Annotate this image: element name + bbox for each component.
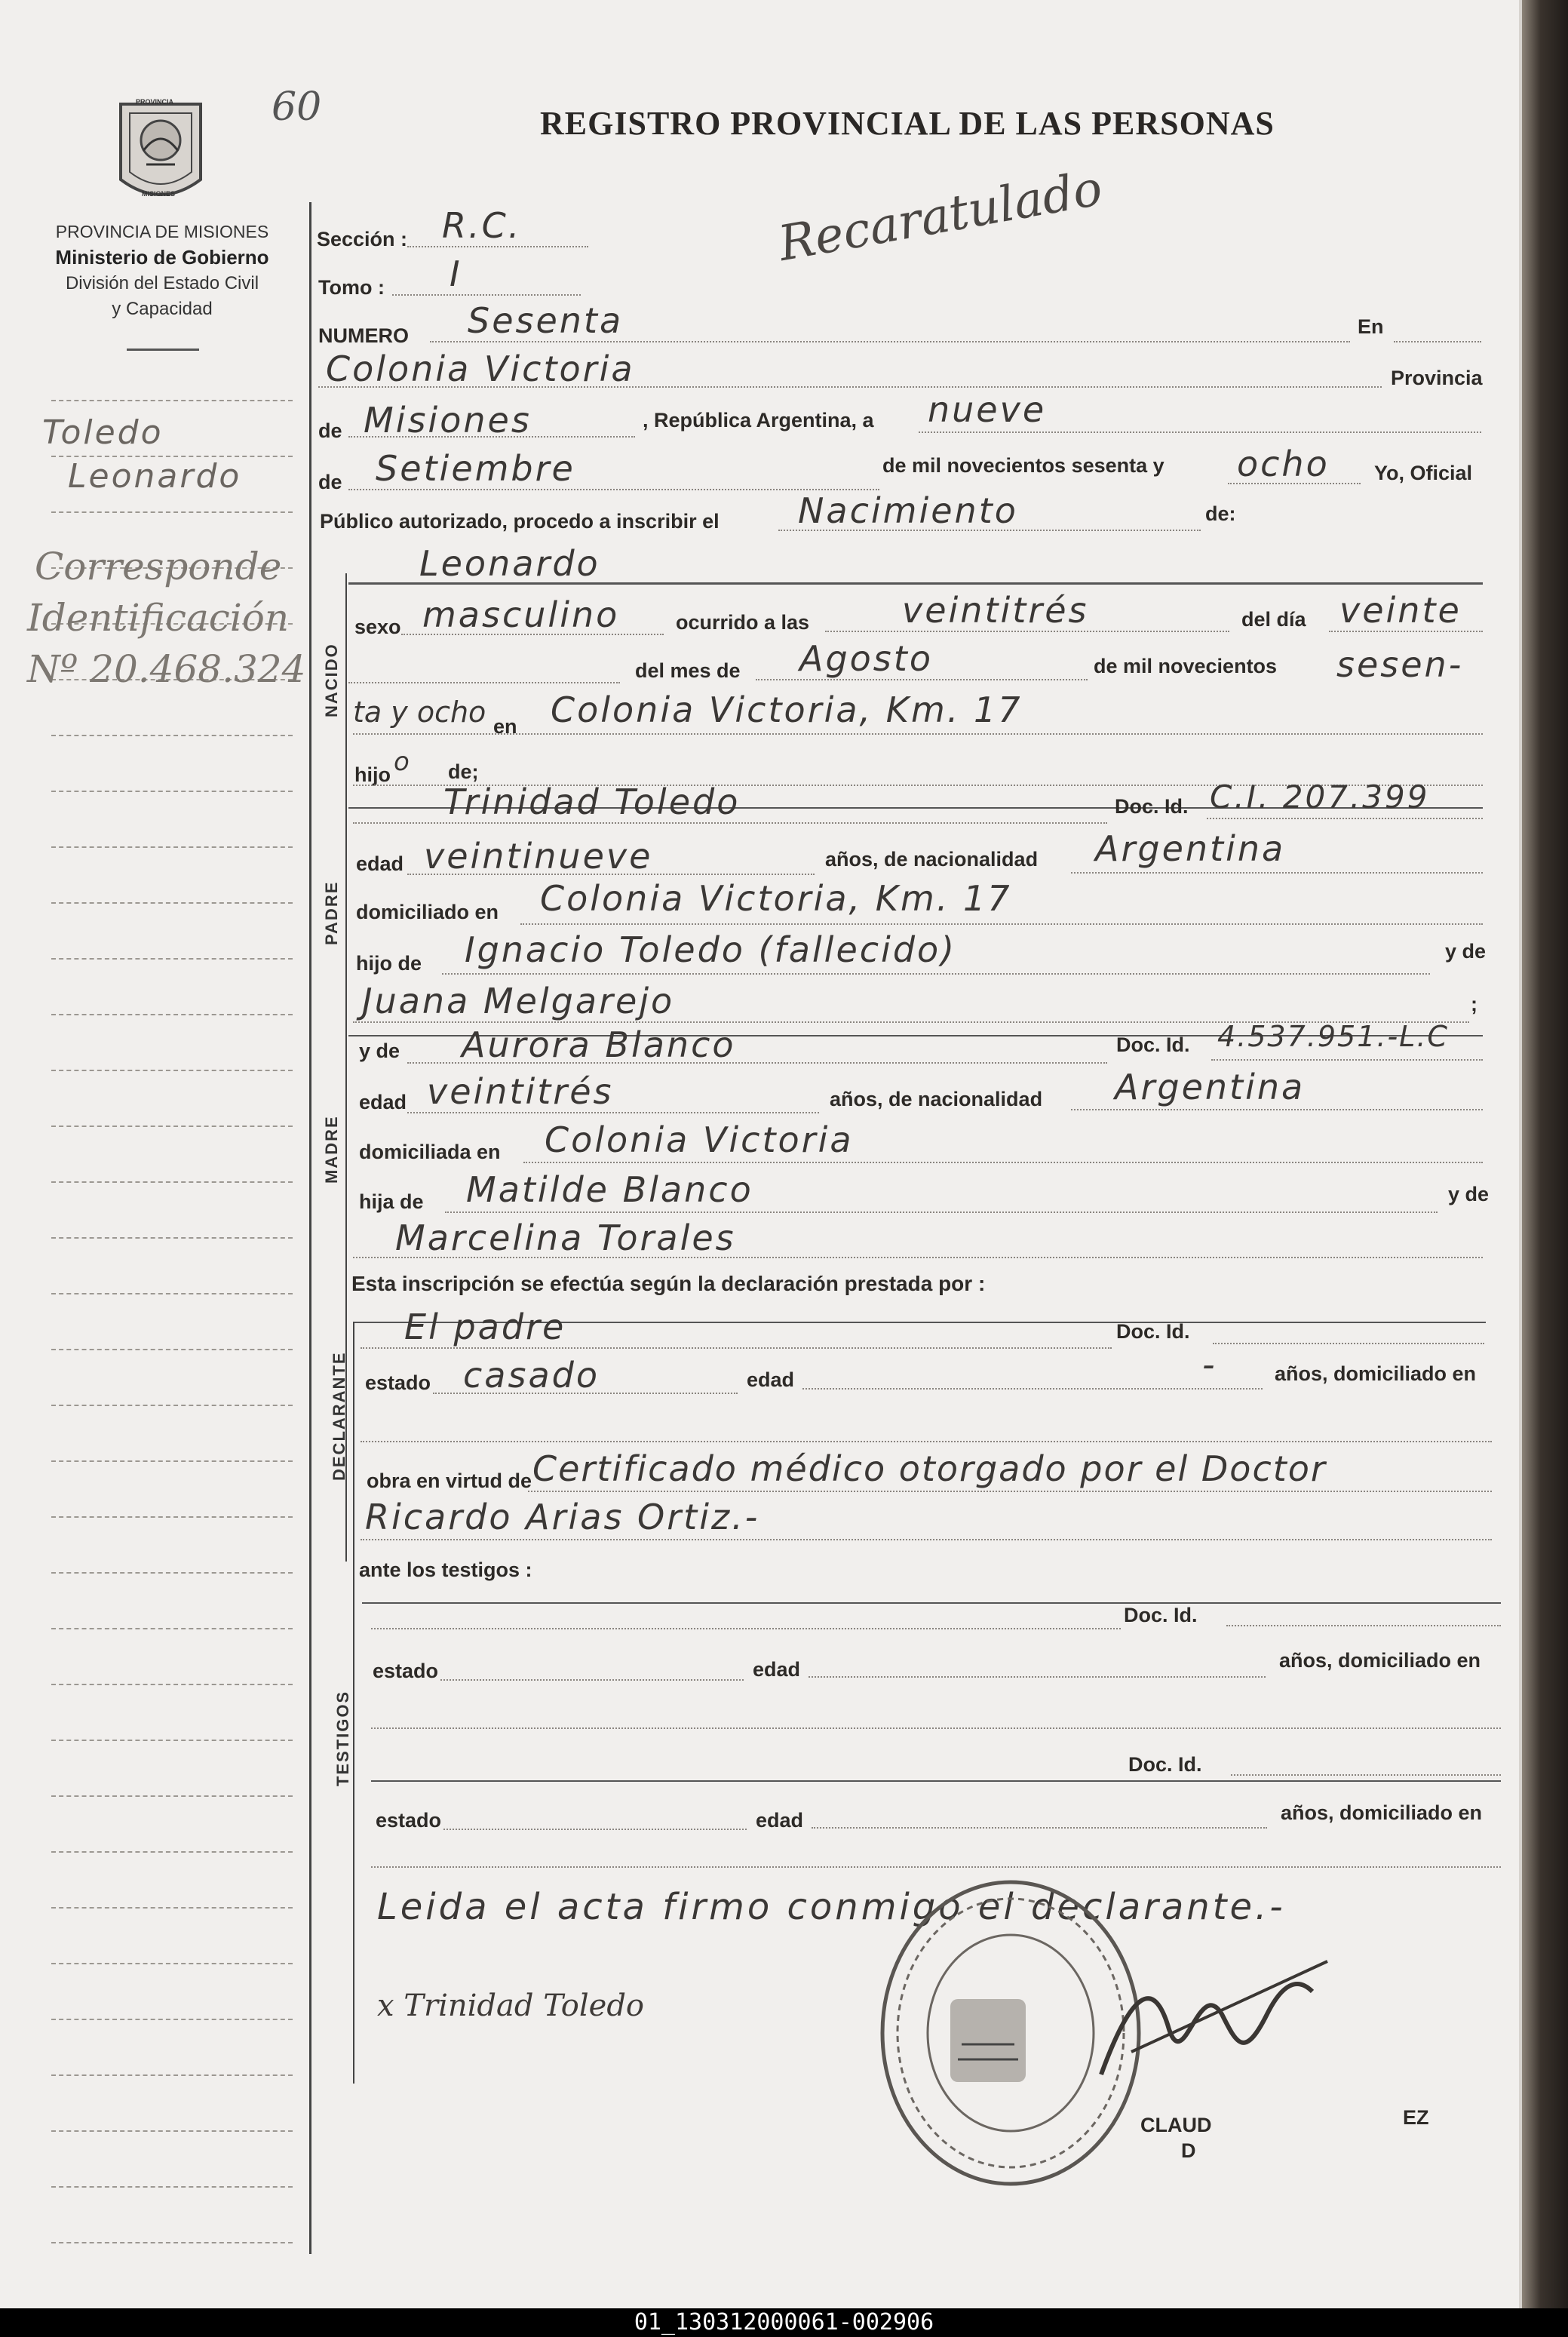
officer-signature-icon xyxy=(1086,1946,1342,2097)
label-madre-anos-nac: años, de nacionalidad xyxy=(830,1088,1043,1110)
label-de-semi: de; xyxy=(448,760,479,783)
label-madre-edad: edad xyxy=(359,1091,407,1113)
label-yo-oficial: Yo, Oficial xyxy=(1374,462,1473,484)
label-padre-domiciliado: domiciliado en xyxy=(356,901,499,923)
label-padre-doc: Doc. Id. xyxy=(1115,795,1189,818)
official-name-part-3: D xyxy=(1181,2139,1196,2162)
label-del-mes: del mes de xyxy=(635,659,741,682)
side-label-madre: MADRE xyxy=(322,1115,341,1184)
value-madre-nac: Argentina xyxy=(1115,1067,1306,1107)
value-tomo: I xyxy=(450,253,462,294)
value-madre-edad: veintitrés xyxy=(427,1071,614,1112)
value-hijo-o: o xyxy=(394,747,412,777)
value-numero: Sesenta xyxy=(468,300,624,341)
official-name-part-2: EZ xyxy=(1403,2106,1429,2129)
value-madre-dom: Colonia Victoria xyxy=(545,1119,854,1160)
label-testigo1-doc: Doc. Id. xyxy=(1124,1604,1198,1626)
value-padre-padre: Ignacio Toledo (fallecido) xyxy=(465,929,957,970)
label-inscripcion: Esta inscripción se efectúa según la declaración prestada por : xyxy=(351,1272,986,1295)
label-testigo2-doc: Doc. Id. xyxy=(1128,1753,1202,1776)
authority-line-2: Ministerio de Gobierno xyxy=(55,246,269,269)
label-testigo1-edad: edad xyxy=(753,1658,801,1681)
label-padre-semicolon: ; xyxy=(1471,993,1477,1015)
label-padre-edad: edad xyxy=(356,852,404,875)
label-republica: , República Argentina, a xyxy=(643,409,874,431)
value-padre-dom: Colonia Victoria, Km. 17 xyxy=(540,878,1012,919)
label-testigo2-edad: edad xyxy=(756,1809,804,1832)
label-tomo: Tomo : xyxy=(318,276,385,299)
value-padre-nombre: Trinidad Toledo xyxy=(443,782,741,822)
authority-line-1: PROVINCIA DE MISIONES xyxy=(55,222,269,241)
value-hora: veintitrés xyxy=(902,590,1089,631)
margin-note-2: Identificación xyxy=(27,596,290,640)
label-madre-doc: Doc. Id. xyxy=(1116,1033,1190,1056)
image-caption: 01_130312000061-002906 xyxy=(0,2308,1568,2337)
margin-note-1: Corresponde xyxy=(35,545,282,588)
side-label-padre: PADRE xyxy=(322,880,341,945)
value-obra-1: Certificado médico otorgado por el Doctor xyxy=(532,1448,1327,1489)
label-provincia: Provincia xyxy=(1391,367,1483,389)
value-lugar: Colonia Victoria xyxy=(326,349,635,389)
label-publico: Público autorizado, procedo a inscribir el xyxy=(320,510,720,533)
value-seccion: R.C. xyxy=(442,205,522,246)
recaratulado-stamp: Recaratulado xyxy=(774,160,1107,273)
declarant-signature: x Trinidad Toledo xyxy=(377,1988,645,2023)
side-label-declarante: DECLARANTE xyxy=(330,1351,348,1481)
value-padre-doc: C.I. 207.399 xyxy=(1210,778,1430,815)
value-dia: nueve xyxy=(928,389,1047,430)
label-ante: ante los testigos : xyxy=(359,1559,532,1581)
label-mil: de mil novecientos sesenta y xyxy=(882,454,1164,477)
label-seccion: Sección : xyxy=(317,228,408,250)
value-nombre: Leonardo xyxy=(419,543,600,584)
margin-note-3: Nº 20.468.324 xyxy=(27,647,306,691)
value-lugar-nac: Colonia Victoria, Km. 17 xyxy=(551,689,1023,730)
label-sexo: sexo xyxy=(354,616,401,638)
closing-statement: Leida el acta firmo conmigo el declarante.- xyxy=(377,1886,1286,1928)
value-decl-edad: - xyxy=(1202,1344,1217,1385)
label-decl-anos-dom: años, domiciliado en xyxy=(1275,1362,1477,1385)
label-numero: NUMERO xyxy=(318,324,409,347)
value-padre-edad: veintinueve xyxy=(424,836,653,877)
value-provincia: Misiones xyxy=(364,400,532,441)
value-declarante: El padre xyxy=(404,1307,566,1347)
value-anio-nac-b: ta y ocho xyxy=(353,696,486,729)
label-madre-y-de-2: y de xyxy=(1448,1183,1490,1205)
value-padre-nac: Argentina xyxy=(1095,828,1286,869)
label-de: de xyxy=(318,419,342,442)
label-obra: obra en virtud de xyxy=(367,1469,532,1492)
folio-number: 60 xyxy=(272,84,322,130)
side-label-testigos: TESTIGOS xyxy=(333,1690,352,1786)
authority-line-3: División del Estado Civil xyxy=(65,273,259,293)
margin-surname: Toledo xyxy=(42,413,164,452)
value-decl-estado: casado xyxy=(463,1355,600,1396)
label-testigo1-anos-dom: años, domiciliado en xyxy=(1279,1649,1481,1672)
label-madre-hija-de: hija de xyxy=(359,1190,424,1213)
value-mes: Setiembre xyxy=(376,448,575,489)
label-testigo2-anos-dom: años, domiciliado en xyxy=(1281,1801,1483,1824)
label-padre-hijo-de: hijo de xyxy=(356,952,422,975)
label-de-colon: de: xyxy=(1205,502,1236,525)
side-label-nacido: NACIDO xyxy=(322,643,341,717)
value-madre-doc: 4.537.951.-L.C xyxy=(1217,1020,1449,1053)
value-dia-nac: veinte xyxy=(1339,590,1462,631)
label-padre-anos-nac: años, de nacionalidad xyxy=(825,848,1039,871)
value-obra-2: Ricardo Arias Ortiz.- xyxy=(365,1497,760,1537)
label-en: En xyxy=(1358,315,1384,338)
value-anio: ocho xyxy=(1237,444,1330,484)
value-madre-nombre: Aurora Blanco xyxy=(462,1024,736,1065)
value-sexo: masculino xyxy=(422,594,620,635)
book-binding xyxy=(1522,0,1568,2308)
label-del-dia: del día xyxy=(1241,608,1306,631)
label-en2: en xyxy=(493,715,517,738)
label-ocurrido: ocurrido a las xyxy=(676,611,810,634)
value-mes-nac: Agosto xyxy=(799,638,933,679)
label-de-mes: de xyxy=(318,471,342,493)
label-decl-doc: Doc. Id. xyxy=(1116,1320,1190,1343)
label-padre-y-de: y de xyxy=(1445,940,1487,963)
label-testigo1-estado: estado xyxy=(373,1660,439,1682)
value-madre-madre: Marcelina Torales xyxy=(395,1218,736,1258)
label-decl-edad: edad xyxy=(747,1368,795,1391)
value-padre-madre: Juana Melgarejo xyxy=(362,981,675,1021)
emblem-label-top: PROVINCIA xyxy=(136,98,174,106)
label-decl-estado: estado xyxy=(365,1371,431,1394)
document-title: REGISTRO PROVINCIAL DE LAS PERSONAS xyxy=(540,105,1275,142)
label-testigo2-estado: estado xyxy=(376,1809,442,1832)
label-hijo: hijo xyxy=(354,763,391,786)
margin-given-name: Leonardo xyxy=(68,457,242,496)
emblem-label-bottom: MISIONES xyxy=(142,190,176,198)
authority-line-4: y Capacidad xyxy=(112,299,213,319)
label-mil2: de mil novecientos xyxy=(1094,655,1278,677)
official-name-part-1: CLAUD xyxy=(1140,2114,1212,2136)
value-madre-padre: Matilde Blanco xyxy=(466,1169,753,1210)
label-madre-domiciliada: domiciliada en xyxy=(359,1141,501,1163)
label-madre-y-de: y de xyxy=(359,1040,400,1062)
value-anio-nac-a: sesen- xyxy=(1336,644,1464,685)
value-acto: Nacimiento xyxy=(798,490,1018,531)
